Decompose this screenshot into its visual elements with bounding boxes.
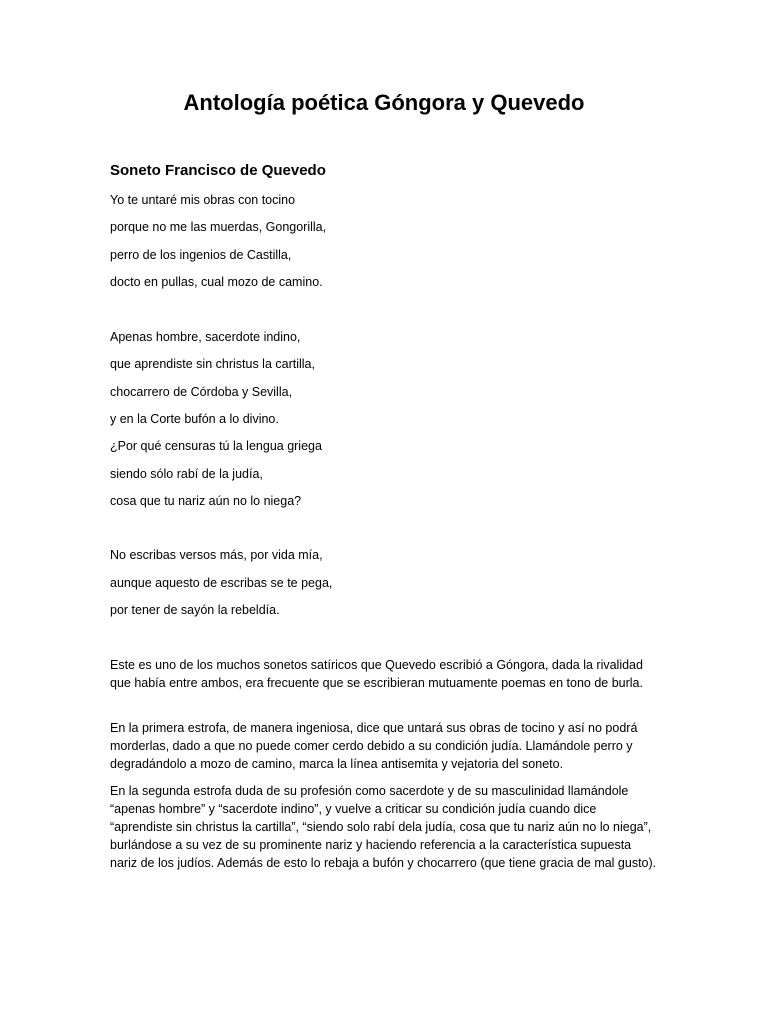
commentary-paragraph: En la segunda estrofa duda de su profesión como sacerdote y de su masculinidad llamándole “apenas hombre” y “sacerdote indino”, y vuelve a criticar su condición judía cuando dice “aprendiste sin christus la cartilla”, “siendo solo rabí dela judía, cosa que tu nariz aún no lo niega”, burlándose a su vez de su prominente nariz y haciendo referencia a la característica supuesta nariz de los judíos. Además de esto lo rebaja a bufón y chocarrero (que tiene gracia de mal gusto). xyxy=(110,784,657,870)
verse-line: perro de los ingenios de Castilla, xyxy=(110,248,292,262)
commentary-paragraph: En la primera estrofa, de manera ingeniosa, dice que untará sus obras de tocino y así no podrá morderlas, dado a que no puede comer cerdo debido a su condición judía. Llamándole perro y degradándolo a mozo de camino, marca la línea antisemita y vejatoria del soneto. xyxy=(110,721,638,771)
verse-line: docto en pullas, cual mozo de camino. xyxy=(110,275,323,289)
verse-line: cosa que tu nariz aún no lo niega? xyxy=(110,494,302,508)
verse-line: No escribas versos más, por vida mía, xyxy=(110,548,323,562)
section-subtitle: Soneto Francisco de Quevedo xyxy=(110,162,326,179)
verse-line: ¿Por qué censuras tú la lengua griega xyxy=(110,439,322,453)
page-title: Antología poética Góngora y Quevedo xyxy=(183,90,585,115)
verse-line: porque no me las muerdas, Gongorilla, xyxy=(110,220,327,234)
verse-line: Yo te untaré mis obras con tocino xyxy=(110,193,296,207)
verse-line: siendo sólo rabí de la judía, xyxy=(110,467,263,481)
verse-line: Apenas hombre, sacerdote indino, xyxy=(110,330,301,344)
verse-line: por tener de sayón la rebeldía. xyxy=(110,603,280,617)
verse-line: y en la Corte bufón a lo divino. xyxy=(110,412,279,426)
verse-line: chocarrero de Córdoba y Sevilla, xyxy=(110,385,293,399)
verse-line: que aprendiste sin christus la cartilla, xyxy=(110,357,315,371)
commentary-paragraph: Este es uno de los muchos sonetos satíricos que Quevedo escribió a Góngora, dada la rivalidad que había entre ambos, era frecuente que se escribieran mutuamente poemas en tono de burla. xyxy=(110,658,643,690)
verse-line: aunque aquesto de escribas se te pega, xyxy=(110,576,333,590)
